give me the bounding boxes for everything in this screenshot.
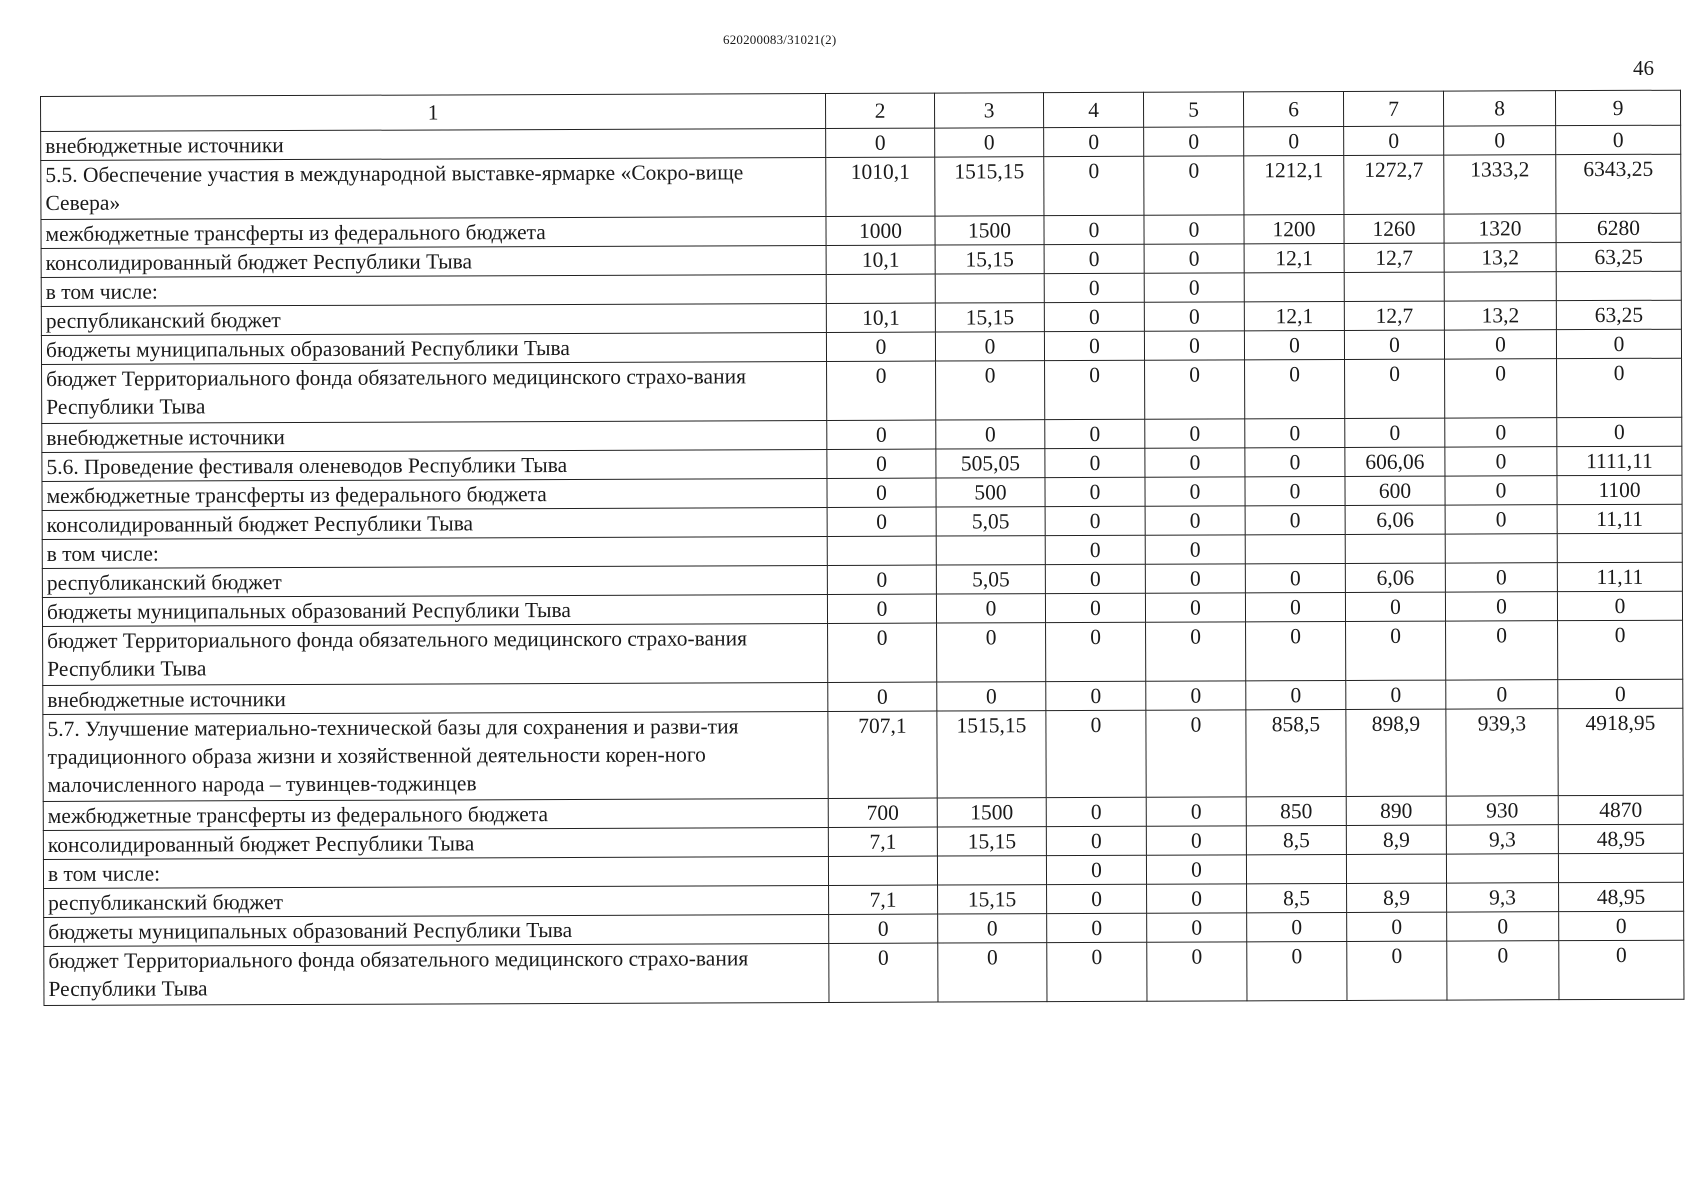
value-cell: 0 bbox=[1247, 941, 1347, 1000]
value-cell bbox=[1246, 854, 1346, 883]
row-label: 5.5. Обеспечение участия в международной выставке-ярмарке «Сокро-вище Севера» bbox=[41, 157, 826, 219]
row-label: межбюджетные трансферты из федерального бюджета bbox=[43, 798, 828, 830]
value-cell: 48,95 bbox=[1558, 824, 1683, 853]
value-cell: 0 bbox=[1046, 855, 1146, 884]
value-cell: 0 bbox=[1044, 156, 1144, 215]
header-cell: 9 bbox=[1555, 90, 1680, 125]
value-cell: 13,2 bbox=[1444, 243, 1556, 272]
header-cell: 6 bbox=[1243, 91, 1343, 126]
value-cell: 0 bbox=[1147, 884, 1247, 913]
value-cell: 0 bbox=[1147, 913, 1247, 942]
value-cell bbox=[1345, 534, 1445, 563]
value-cell: 0 bbox=[1244, 330, 1344, 359]
value-cell: 0 bbox=[1445, 592, 1557, 621]
value-cell: 0 bbox=[1047, 942, 1147, 1001]
header-cell: 1 bbox=[41, 93, 826, 131]
value-cell: 0 bbox=[828, 623, 937, 682]
value-cell: 15,15 bbox=[937, 827, 1046, 856]
row-label: республиканский бюджет bbox=[42, 565, 827, 597]
value-cell: 8,5 bbox=[1246, 825, 1346, 854]
value-cell: 0 bbox=[1144, 331, 1244, 360]
value-cell: 0 bbox=[829, 914, 938, 943]
value-cell: 0 bbox=[827, 478, 936, 507]
value-cell: 12,7 bbox=[1344, 243, 1444, 272]
value-cell bbox=[1245, 534, 1345, 563]
header-cell: 5 bbox=[1143, 92, 1243, 127]
value-cell: 0 bbox=[1445, 447, 1557, 476]
row-label: республиканский бюджет bbox=[41, 303, 826, 335]
value-cell: 1320 bbox=[1444, 214, 1556, 243]
value-cell: 0 bbox=[1245, 505, 1345, 534]
row-label: бюджеты муниципальных образований Республики Тыва bbox=[42, 594, 827, 626]
value-cell: 0 bbox=[1044, 244, 1144, 273]
value-cell: 0 bbox=[1347, 912, 1447, 941]
value-cell: 0 bbox=[1146, 797, 1246, 826]
value-cell bbox=[936, 536, 1045, 565]
value-cell: 8,5 bbox=[1247, 883, 1347, 912]
value-cell bbox=[1446, 854, 1558, 883]
row-label: бюджеты муниципальных образований Республики Тыва bbox=[44, 914, 829, 946]
value-cell: 12,7 bbox=[1344, 301, 1444, 330]
budget-table bbox=[40, 90, 1684, 1006]
value-cell: 1200 bbox=[1244, 214, 1344, 243]
value-cell: 6,06 bbox=[1345, 505, 1445, 534]
value-cell: 606,06 bbox=[1345, 447, 1445, 476]
row-label: внебюджетные источники bbox=[41, 128, 826, 160]
value-cell: 0 bbox=[1046, 826, 1146, 855]
value-cell bbox=[1444, 272, 1556, 301]
value-cell: 500 bbox=[936, 478, 1045, 507]
row-label: в том числе: bbox=[43, 856, 828, 888]
value-cell: 0 bbox=[1245, 418, 1345, 447]
value-cell: 12,1 bbox=[1244, 301, 1344, 330]
value-cell: 13,2 bbox=[1444, 301, 1556, 330]
value-cell: 0 bbox=[1145, 419, 1245, 448]
value-cell: 0 bbox=[1045, 593, 1145, 622]
value-cell: 5,05 bbox=[936, 507, 1045, 536]
value-cell: 858,5 bbox=[1246, 709, 1346, 796]
page-number: 46 bbox=[1633, 56, 1654, 80]
value-cell bbox=[826, 274, 935, 303]
value-cell: 0 bbox=[1145, 535, 1245, 564]
value-cell: 0 bbox=[1244, 126, 1344, 155]
value-cell: 15,15 bbox=[935, 245, 1044, 274]
value-cell: 0 bbox=[1347, 941, 1447, 1000]
value-cell: 0 bbox=[1346, 621, 1446, 680]
value-cell: 0 bbox=[1044, 273, 1144, 302]
value-cell: 8,9 bbox=[1347, 883, 1447, 912]
value-cell: 0 bbox=[1146, 681, 1246, 710]
value-cell: 0 bbox=[1559, 911, 1684, 940]
value-cell: 0 bbox=[1046, 797, 1146, 826]
value-cell: 0 bbox=[1144, 244, 1244, 273]
row-label: бюджет Территориального фонда обязательного медицинского страхо-вания Республики Тыва bbox=[43, 623, 828, 685]
value-cell: 0 bbox=[1346, 680, 1446, 709]
value-cell: 48,95 bbox=[1559, 882, 1684, 911]
value-cell: 1515,15 bbox=[935, 157, 1044, 216]
value-cell: 0 bbox=[1445, 359, 1557, 418]
value-cell: 700 bbox=[828, 798, 937, 827]
value-cell: 0 bbox=[936, 594, 1045, 623]
value-cell: 0 bbox=[827, 594, 936, 623]
value-cell: 0 bbox=[1146, 622, 1246, 681]
value-cell: 890 bbox=[1346, 796, 1446, 825]
value-cell: 0 bbox=[1345, 592, 1445, 621]
value-cell: 0 bbox=[1556, 329, 1681, 358]
value-cell: 850 bbox=[1246, 796, 1346, 825]
value-cell: 0 bbox=[1046, 710, 1146, 797]
header-cell: 8 bbox=[1443, 91, 1555, 126]
value-cell: 0 bbox=[1558, 620, 1683, 679]
value-cell: 4870 bbox=[1558, 795, 1683, 824]
value-cell: 1500 bbox=[935, 216, 1044, 245]
value-cell bbox=[1344, 272, 1444, 301]
value-cell: 0 bbox=[1445, 476, 1557, 505]
value-cell: 1333,2 bbox=[1444, 155, 1556, 214]
value-cell: 0 bbox=[1245, 359, 1345, 418]
value-cell bbox=[1558, 853, 1683, 882]
table-row bbox=[42, 358, 1682, 423]
value-cell: 0 bbox=[1144, 127, 1244, 156]
value-cell: 898,9 bbox=[1346, 709, 1446, 796]
value-cell bbox=[935, 274, 1044, 303]
value-cell: 0 bbox=[936, 361, 1045, 420]
header-cell: 4 bbox=[1043, 92, 1143, 127]
value-cell: 1272,7 bbox=[1344, 155, 1444, 214]
value-cell bbox=[1556, 271, 1681, 300]
value-cell: 0 bbox=[1446, 621, 1558, 680]
value-cell: 0 bbox=[1445, 563, 1557, 592]
table-row bbox=[44, 940, 1684, 1005]
value-cell: 0 bbox=[1344, 126, 1444, 155]
value-cell: 6,06 bbox=[1345, 563, 1445, 592]
value-cell: 1000 bbox=[826, 216, 935, 245]
value-cell: 0 bbox=[1045, 448, 1145, 477]
document-id: 620200083/31021(2) bbox=[723, 32, 837, 47]
value-cell: 15,15 bbox=[935, 303, 1044, 332]
value-cell: 8,9 bbox=[1346, 825, 1446, 854]
value-cell: 0 bbox=[1044, 127, 1144, 156]
value-cell bbox=[828, 856, 937, 885]
value-cell: 0 bbox=[1045, 360, 1145, 419]
value-cell: 600 bbox=[1345, 476, 1445, 505]
value-cell: 10,1 bbox=[826, 245, 935, 274]
value-cell bbox=[937, 856, 1046, 885]
value-cell: 11,11 bbox=[1557, 504, 1682, 533]
value-cell: 0 bbox=[935, 128, 1044, 157]
value-cell: 0 bbox=[938, 914, 1047, 943]
value-cell: 707,1 bbox=[828, 711, 937, 798]
value-cell: 0 bbox=[936, 420, 1045, 449]
value-cell: 0 bbox=[1556, 125, 1681, 154]
value-cell bbox=[1244, 272, 1344, 301]
table-row bbox=[43, 708, 1683, 801]
value-cell: 0 bbox=[1145, 506, 1245, 535]
value-cell: 0 bbox=[938, 943, 1047, 1002]
value-cell: 0 bbox=[1144, 302, 1244, 331]
value-cell: 0 bbox=[1046, 681, 1146, 710]
value-cell: 0 bbox=[1445, 505, 1557, 534]
value-cell: 0 bbox=[1444, 330, 1556, 359]
value-cell: 0 bbox=[1247, 912, 1347, 941]
value-cell: 0 bbox=[1145, 360, 1245, 419]
value-cell bbox=[1346, 854, 1446, 883]
value-cell: 0 bbox=[1245, 476, 1345, 505]
value-cell: 12,1 bbox=[1244, 243, 1344, 272]
value-cell: 0 bbox=[1145, 448, 1245, 477]
value-cell: 0 bbox=[1045, 535, 1145, 564]
value-cell: 0 bbox=[1246, 680, 1346, 709]
value-cell: 63,25 bbox=[1556, 300, 1681, 329]
value-cell: 0 bbox=[1447, 912, 1559, 941]
value-cell: 0 bbox=[1146, 855, 1246, 884]
value-cell: 15,15 bbox=[938, 885, 1047, 914]
value-cell: 0 bbox=[1044, 302, 1144, 331]
value-cell: 0 bbox=[1044, 215, 1144, 244]
value-cell: 0 bbox=[1558, 679, 1683, 708]
value-cell: 0 bbox=[1344, 330, 1444, 359]
value-cell: 0 bbox=[827, 361, 936, 420]
value-cell: 0 bbox=[1047, 884, 1147, 913]
row-label: республиканский бюджет bbox=[44, 885, 829, 917]
value-cell: 0 bbox=[1245, 592, 1345, 621]
value-cell: 0 bbox=[1444, 126, 1556, 155]
value-cell: 0 bbox=[1245, 563, 1345, 592]
value-cell: 0 bbox=[827, 507, 936, 536]
value-cell: 9,3 bbox=[1447, 883, 1559, 912]
value-cell: 0 bbox=[1144, 215, 1244, 244]
value-cell: 0 bbox=[1144, 156, 1244, 215]
value-cell: 1515,15 bbox=[937, 711, 1046, 798]
table-row bbox=[41, 154, 1681, 219]
value-cell bbox=[1557, 533, 1682, 562]
value-cell: 0 bbox=[1145, 593, 1245, 622]
row-label: межбюджетные трансферты из федерального бюджета bbox=[42, 478, 827, 510]
value-cell: 0 bbox=[829, 943, 938, 1002]
value-cell: 1212,1 bbox=[1244, 155, 1344, 214]
value-cell: 0 bbox=[1047, 913, 1147, 942]
value-cell: 1111,11 bbox=[1557, 446, 1682, 475]
value-cell: 0 bbox=[1557, 358, 1682, 417]
value-cell: 0 bbox=[1144, 273, 1244, 302]
value-cell: 0 bbox=[937, 682, 1046, 711]
value-cell: 0 bbox=[1446, 680, 1558, 709]
value-cell: 0 bbox=[1246, 621, 1346, 680]
value-cell: 0 bbox=[1145, 564, 1245, 593]
row-label: 5.7. Улучшение материально-технической базы для сохранения и разви-тия традиционного образа жизни и хозяйственной деятельности корен-ного малочисленного народа – тувинцев-тоджинцев bbox=[43, 711, 828, 801]
table-row bbox=[43, 620, 1683, 685]
value-cell: 1260 bbox=[1344, 214, 1444, 243]
value-cell: 1010,1 bbox=[826, 157, 935, 216]
value-cell: 4918,95 bbox=[1558, 708, 1683, 795]
value-cell: 63,25 bbox=[1556, 242, 1681, 271]
value-cell bbox=[827, 536, 936, 565]
value-cell: 0 bbox=[1245, 447, 1345, 476]
value-cell: 6280 bbox=[1556, 213, 1681, 242]
value-cell: 9,3 bbox=[1446, 825, 1558, 854]
row-label: бюджеты муниципальных образований Республики Тыва bbox=[41, 332, 826, 364]
row-label: межбюджетные трансферты из федерального бюджета bbox=[41, 216, 826, 248]
value-cell: 0 bbox=[1445, 418, 1557, 447]
value-cell: 10,1 bbox=[826, 303, 935, 332]
value-cell: 7,1 bbox=[828, 827, 937, 856]
value-cell: 0 bbox=[1044, 331, 1144, 360]
value-cell: 0 bbox=[1046, 622, 1146, 681]
row-label: бюджет Территориального фонда обязательного медицинского страхо-вания Республики Тыва bbox=[42, 361, 827, 423]
value-cell: 0 bbox=[937, 623, 1046, 682]
value-cell: 0 bbox=[1146, 826, 1246, 855]
row-label: внебюджетные источники bbox=[43, 682, 828, 714]
value-cell: 939,3 bbox=[1446, 709, 1558, 796]
value-cell: 0 bbox=[1145, 477, 1245, 506]
value-cell: 0 bbox=[1045, 564, 1145, 593]
row-label: 5.6. Проведение фестиваля оленеводов Республики Тыва bbox=[42, 449, 827, 481]
value-cell: 0 bbox=[827, 449, 936, 478]
row-label: бюджет Территориального фонда обязательного медицинского страхо-вания Республики Тыва bbox=[44, 943, 829, 1005]
row-label: консолидированный бюджет Республики Тыва bbox=[42, 507, 827, 539]
value-cell: 7,1 bbox=[829, 885, 938, 914]
value-cell: 5,05 bbox=[936, 565, 1045, 594]
value-cell: 0 bbox=[1345, 359, 1445, 418]
value-cell: 6343,25 bbox=[1556, 154, 1681, 213]
value-cell: 0 bbox=[1557, 591, 1682, 620]
value-cell: 0 bbox=[828, 682, 937, 711]
budget-table-body bbox=[41, 90, 1684, 1005]
row-label: в том числе: bbox=[41, 274, 826, 306]
value-cell: 0 bbox=[1345, 418, 1445, 447]
value-cell: 0 bbox=[1147, 942, 1247, 1001]
row-label: внебюджетные источники bbox=[42, 420, 827, 452]
value-cell: 0 bbox=[1045, 506, 1145, 535]
value-cell: 505,05 bbox=[936, 449, 1045, 478]
value-cell: 1500 bbox=[937, 798, 1046, 827]
value-cell: 11,11 bbox=[1557, 562, 1682, 591]
value-cell: 0 bbox=[1146, 710, 1246, 797]
value-cell: 0 bbox=[827, 565, 936, 594]
value-cell: 1100 bbox=[1557, 475, 1682, 504]
row-label: в том числе: bbox=[42, 536, 827, 568]
value-cell: 0 bbox=[935, 332, 1044, 361]
value-cell: 0 bbox=[1557, 417, 1682, 446]
row-label: консолидированный бюджет Республики Тыва bbox=[41, 245, 826, 277]
value-cell: 0 bbox=[826, 332, 935, 361]
value-cell: 0 bbox=[1045, 419, 1145, 448]
value-cell: 0 bbox=[826, 128, 935, 157]
value-cell: 0 bbox=[1559, 940, 1684, 999]
row-label: консолидированный бюджет Республики Тыва bbox=[43, 827, 828, 859]
header-cell: 7 bbox=[1343, 91, 1443, 126]
value-cell: 0 bbox=[1045, 477, 1145, 506]
header-cell: 2 bbox=[825, 93, 934, 128]
header-cell: 3 bbox=[934, 93, 1043, 128]
value-cell: 0 bbox=[827, 420, 936, 449]
value-cell: 930 bbox=[1446, 796, 1558, 825]
value-cell: 0 bbox=[1447, 941, 1559, 1000]
value-cell bbox=[1445, 534, 1557, 563]
